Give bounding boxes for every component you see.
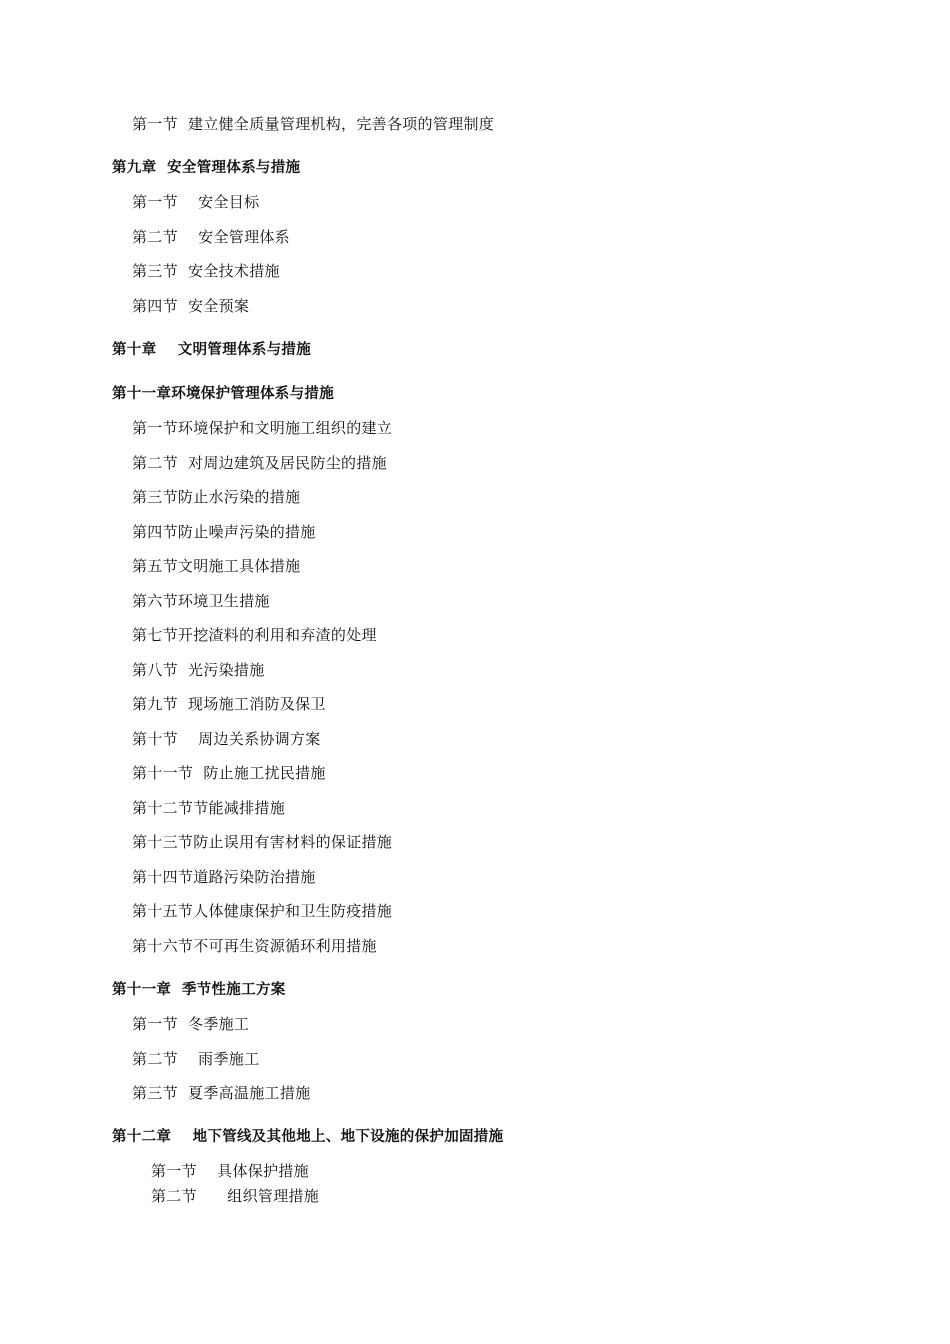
toc-section: 第二节 对周边建筑及居民防尘的措施 xyxy=(132,454,387,472)
toc-section: 第三节 安全技术措施 xyxy=(132,262,280,280)
toc-section: 第二节 雨季施工 xyxy=(132,1050,260,1068)
toc-chapter: 第十章 文明管理体系与措施 xyxy=(112,342,311,358)
toc-section: 第二节 组织管理措施 xyxy=(151,1187,320,1205)
toc-section: 第十节 周边关系协调方案 xyxy=(132,730,321,748)
toc-section: 第四节 安全预案 xyxy=(132,297,250,315)
toc-section: 第二节 安全管理体系 xyxy=(132,228,290,246)
toc-section: 第一节 安全目标 xyxy=(132,193,260,211)
toc-section: 第十二节节能减排措施 xyxy=(132,799,286,817)
toc-section: 第一节 具体保护措施 xyxy=(151,1162,309,1180)
toc-section: 第七节开挖渣料的利用和弃渣的处理 xyxy=(132,626,377,644)
toc-section: 第十五节人体健康保护和卫生防疫措施 xyxy=(132,902,393,920)
toc-chapter: 第十一章环境保护管理体系与措施 xyxy=(112,386,334,402)
toc-section: 第十三节防止误用有害材料的保证措施 xyxy=(132,833,393,851)
toc-section: 第一节环境保护和文明施工组织的建立 xyxy=(132,419,393,437)
toc-section: 第六节环境卫生措施 xyxy=(132,592,270,610)
toc-section: 第三节 夏季高温施工措施 xyxy=(132,1084,311,1102)
toc-chapter: 第九章 安全管理体系与措施 xyxy=(112,160,301,176)
toc-section: 第十一节 防止施工扰民措施 xyxy=(132,764,326,782)
toc-section: 第五节文明施工具体措施 xyxy=(132,557,301,575)
toc-section: 第十六节不可再生资源循环利用措施 xyxy=(132,937,377,955)
toc-section: 第三节防止水污染的措施 xyxy=(132,488,301,506)
toc-section: 第一节 冬季施工 xyxy=(132,1015,250,1033)
toc-section: 第一节 建立健全质量管理机构，完善各项的管理制度 xyxy=(132,115,495,133)
toc-section: 第九节 现场施工消防及保卫 xyxy=(132,695,326,713)
toc-chapter: 第十二章 地下管线及其他地上、地下设施的保护加固措施 xyxy=(112,1129,504,1145)
toc-section: 第十四节道路污染防治措施 xyxy=(132,868,316,886)
toc-section: 第八节 光污染措施 xyxy=(132,661,265,679)
toc-section: 第四节防止噪声污染的措施 xyxy=(132,523,316,541)
toc-chapter: 第十一章 季节性施工方案 xyxy=(112,982,286,998)
